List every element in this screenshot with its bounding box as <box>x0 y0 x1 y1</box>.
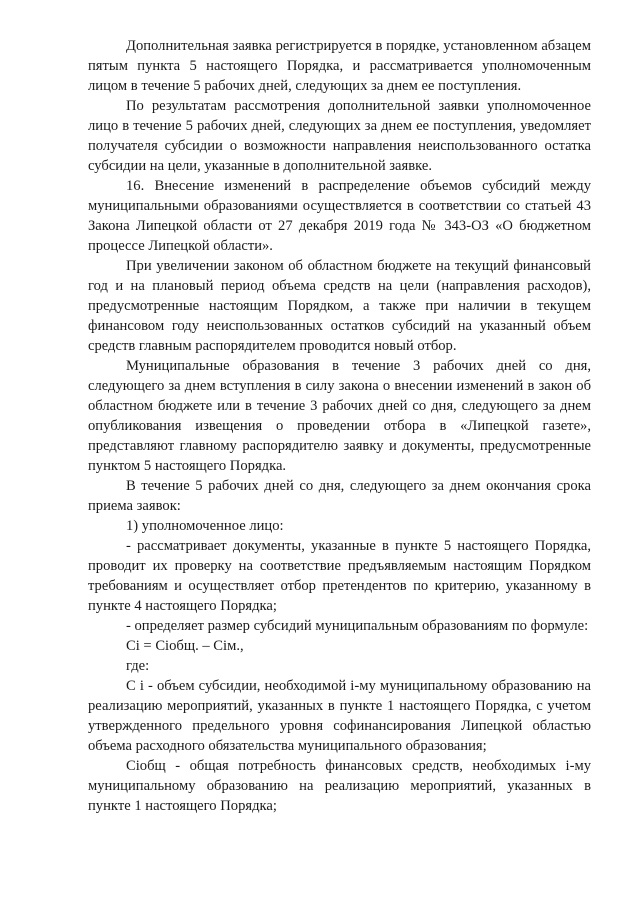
paragraph: Муниципальные образования в течение 3 рабочих дней со дня, следующего за днем вступления в силу закона о внесении изменений в закон об областном бюджете или в течение 3 рабочих дней со дня, следующего за днем опубликования извещения о проведении отбора в «Липецкой газете», представляют главному распорядителю заявку и документы, предусмотренные пунктом 5 настоящего Порядка. <box>88 358 591 474</box>
list-item: - рассматривает документы, указанные в пункте 5 настоящего Порядка, проводит их проверку на соответствие предъявляемым настоящим Порядком требованиям и осуществляет отбор претендентов по критерию, указанному в пункте 4 настоящего Порядка; <box>88 538 591 614</box>
paragraph: 16. Внесение изменений в распределение объемов субсидий между муниципальными образованиями осуществляется в соответствии со статьей 43 Закона Липецкой области от 27 декабря 2019 года № 343-ОЗ «О бюджетном процессе Липецкой области». <box>88 178 591 254</box>
document-page <box>88 36 591 816</box>
paragraph: В течение 5 рабочих дней со дня, следующего за днем окончания срока приема заявок: <box>88 478 591 514</box>
definition: С i - объем субсидии, необходимой i-му муниципальному образованию на реализацию мероприятий, указанных в пункте 1 настоящего Порядка, с учетом утвержденного предельного уровня софинансирования Липецкой областью объема расходного обязательства муниципального образования; <box>88 678 591 754</box>
formula-where: где: <box>126 658 150 674</box>
definition: Сiобщ - общая потребность финансовых средств, необходимых i-му муниципальному образованию на реализацию мероприятий, указанных в пункте 1 настоящего Порядка; <box>88 758 591 814</box>
formula: Сi = Сiобщ. – Сiм., <box>126 638 244 654</box>
list-item: 1) уполномоченное лицо: <box>126 518 284 534</box>
list-item: - определяет размер субсидий муниципальным образованиям по формуле: <box>126 618 589 634</box>
paragraph: При увеличении законом об областном бюджете на текущий финансовый год и на плановый период объема средств на цели (направления расходов), предусмотренные настоящим Порядком, а также при наличии в текущем финансовом году неиспользованных остатков субсидий на указанный объем средств главным распорядителем проводится новый отбор. <box>88 258 591 354</box>
paragraph: По результатам рассмотрения дополнительной заявки уполномоченное лицо в течение 5 рабочих дней, следующих за днем ее поступления, уведомляет получателя субсидии о возможности направления неиспользованного остатка субсидии на цели, указанные в дополнительной заявке. <box>88 98 591 174</box>
paragraph: Дополнительная заявка регистрируется в порядке, установленном абзацем пятым пункта 5 настоящего Порядка, и рассматривается уполномоченным лицом в течение 5 рабочих дней, следующих за днем ее поступления. <box>88 38 591 94</box>
